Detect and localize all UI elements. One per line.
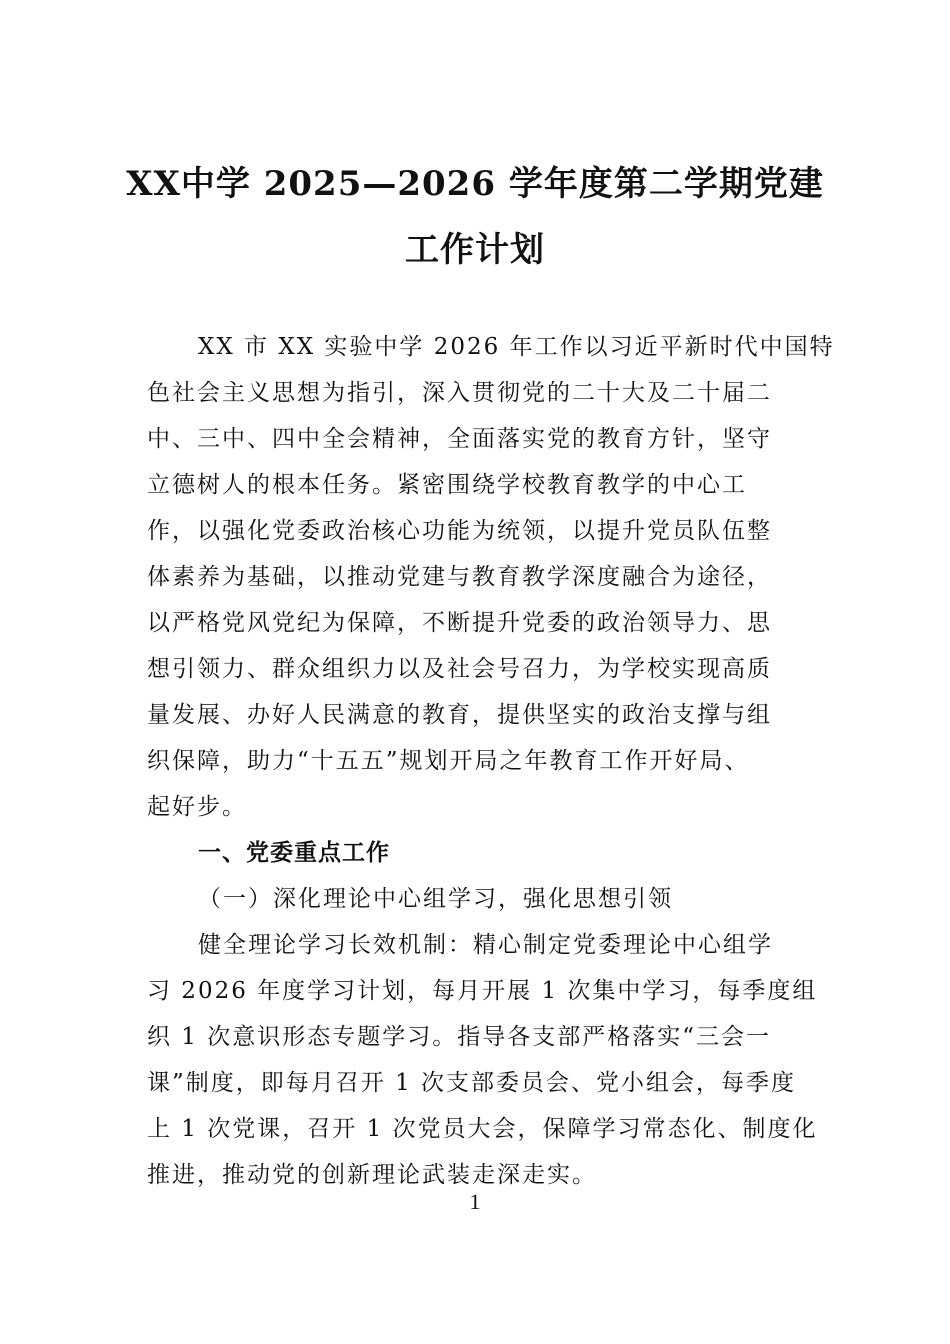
intro-line: 量发展、办好人民满意的教育，提供坚实的政治支撑与组 (147, 702, 772, 728)
intro-line: 织保障，助力“十五五”规划开局之年教育工作开好局、 (147, 748, 750, 774)
intro-line: 以严格党风党纪为保障，不断提升党委的政治领导力、思 (147, 610, 772, 636)
page-number: 1 (469, 1189, 481, 1214)
document-title-line-2: 工作计划 (405, 230, 545, 270)
intro-line: 起好步。 (147, 794, 247, 820)
paragraph-line: 健全理论学习长效机制：精心制定党委理论中心组学 (198, 932, 773, 958)
paragraph-line: 习 2026 年度学习计划，每月开展 1 次集中学习，每季度组 (147, 978, 818, 1004)
paragraph-line: 上 1 次党课，召开 1 次党员大会，保障学习常态化、制度化 (147, 1116, 818, 1142)
intro-line: XX 市 XX 实验中学 2026 年工作以习近平新时代中国特 (198, 334, 835, 360)
section-heading: 一、党委重点工作 (198, 840, 390, 866)
document-title-line-1: XX中学 2025—2026 学年度第二学期党建 (126, 164, 824, 204)
intro-line: 体素养为基础，以推动党建与教育教学深度融合为途径， (147, 564, 772, 590)
intro-line: 想引领力、群众组织力以及社会号召力，为学校实现高质 (147, 656, 772, 682)
paragraph-line: 织 1 次意识形态专题学习。指导各支部严格落实“三会一 (147, 1024, 772, 1050)
subsection-heading: （一）深化理论中心组学习，强化思想引领 (198, 886, 673, 912)
intro-line: 中、三中、四中全会精神，全面落实党的教育方针，坚守 (147, 426, 772, 452)
paragraph-line: 课”制度，即每月召开 1 次支部委员会、党小组会，每季度 (147, 1070, 797, 1096)
intro-line: 立德树人的根本任务。紧密围绕学校教育教学的中心工 (147, 472, 747, 498)
paragraph-line: 推进，推动党的创新理论武装走深走实。 (147, 1162, 597, 1188)
intro-line: 色社会主义思想为指引，深入贯彻党的二十大及二十届二 (147, 380, 772, 406)
intro-line: 作，以强化党委政治核心功能为统领，以提升党员队伍整 (147, 518, 772, 544)
